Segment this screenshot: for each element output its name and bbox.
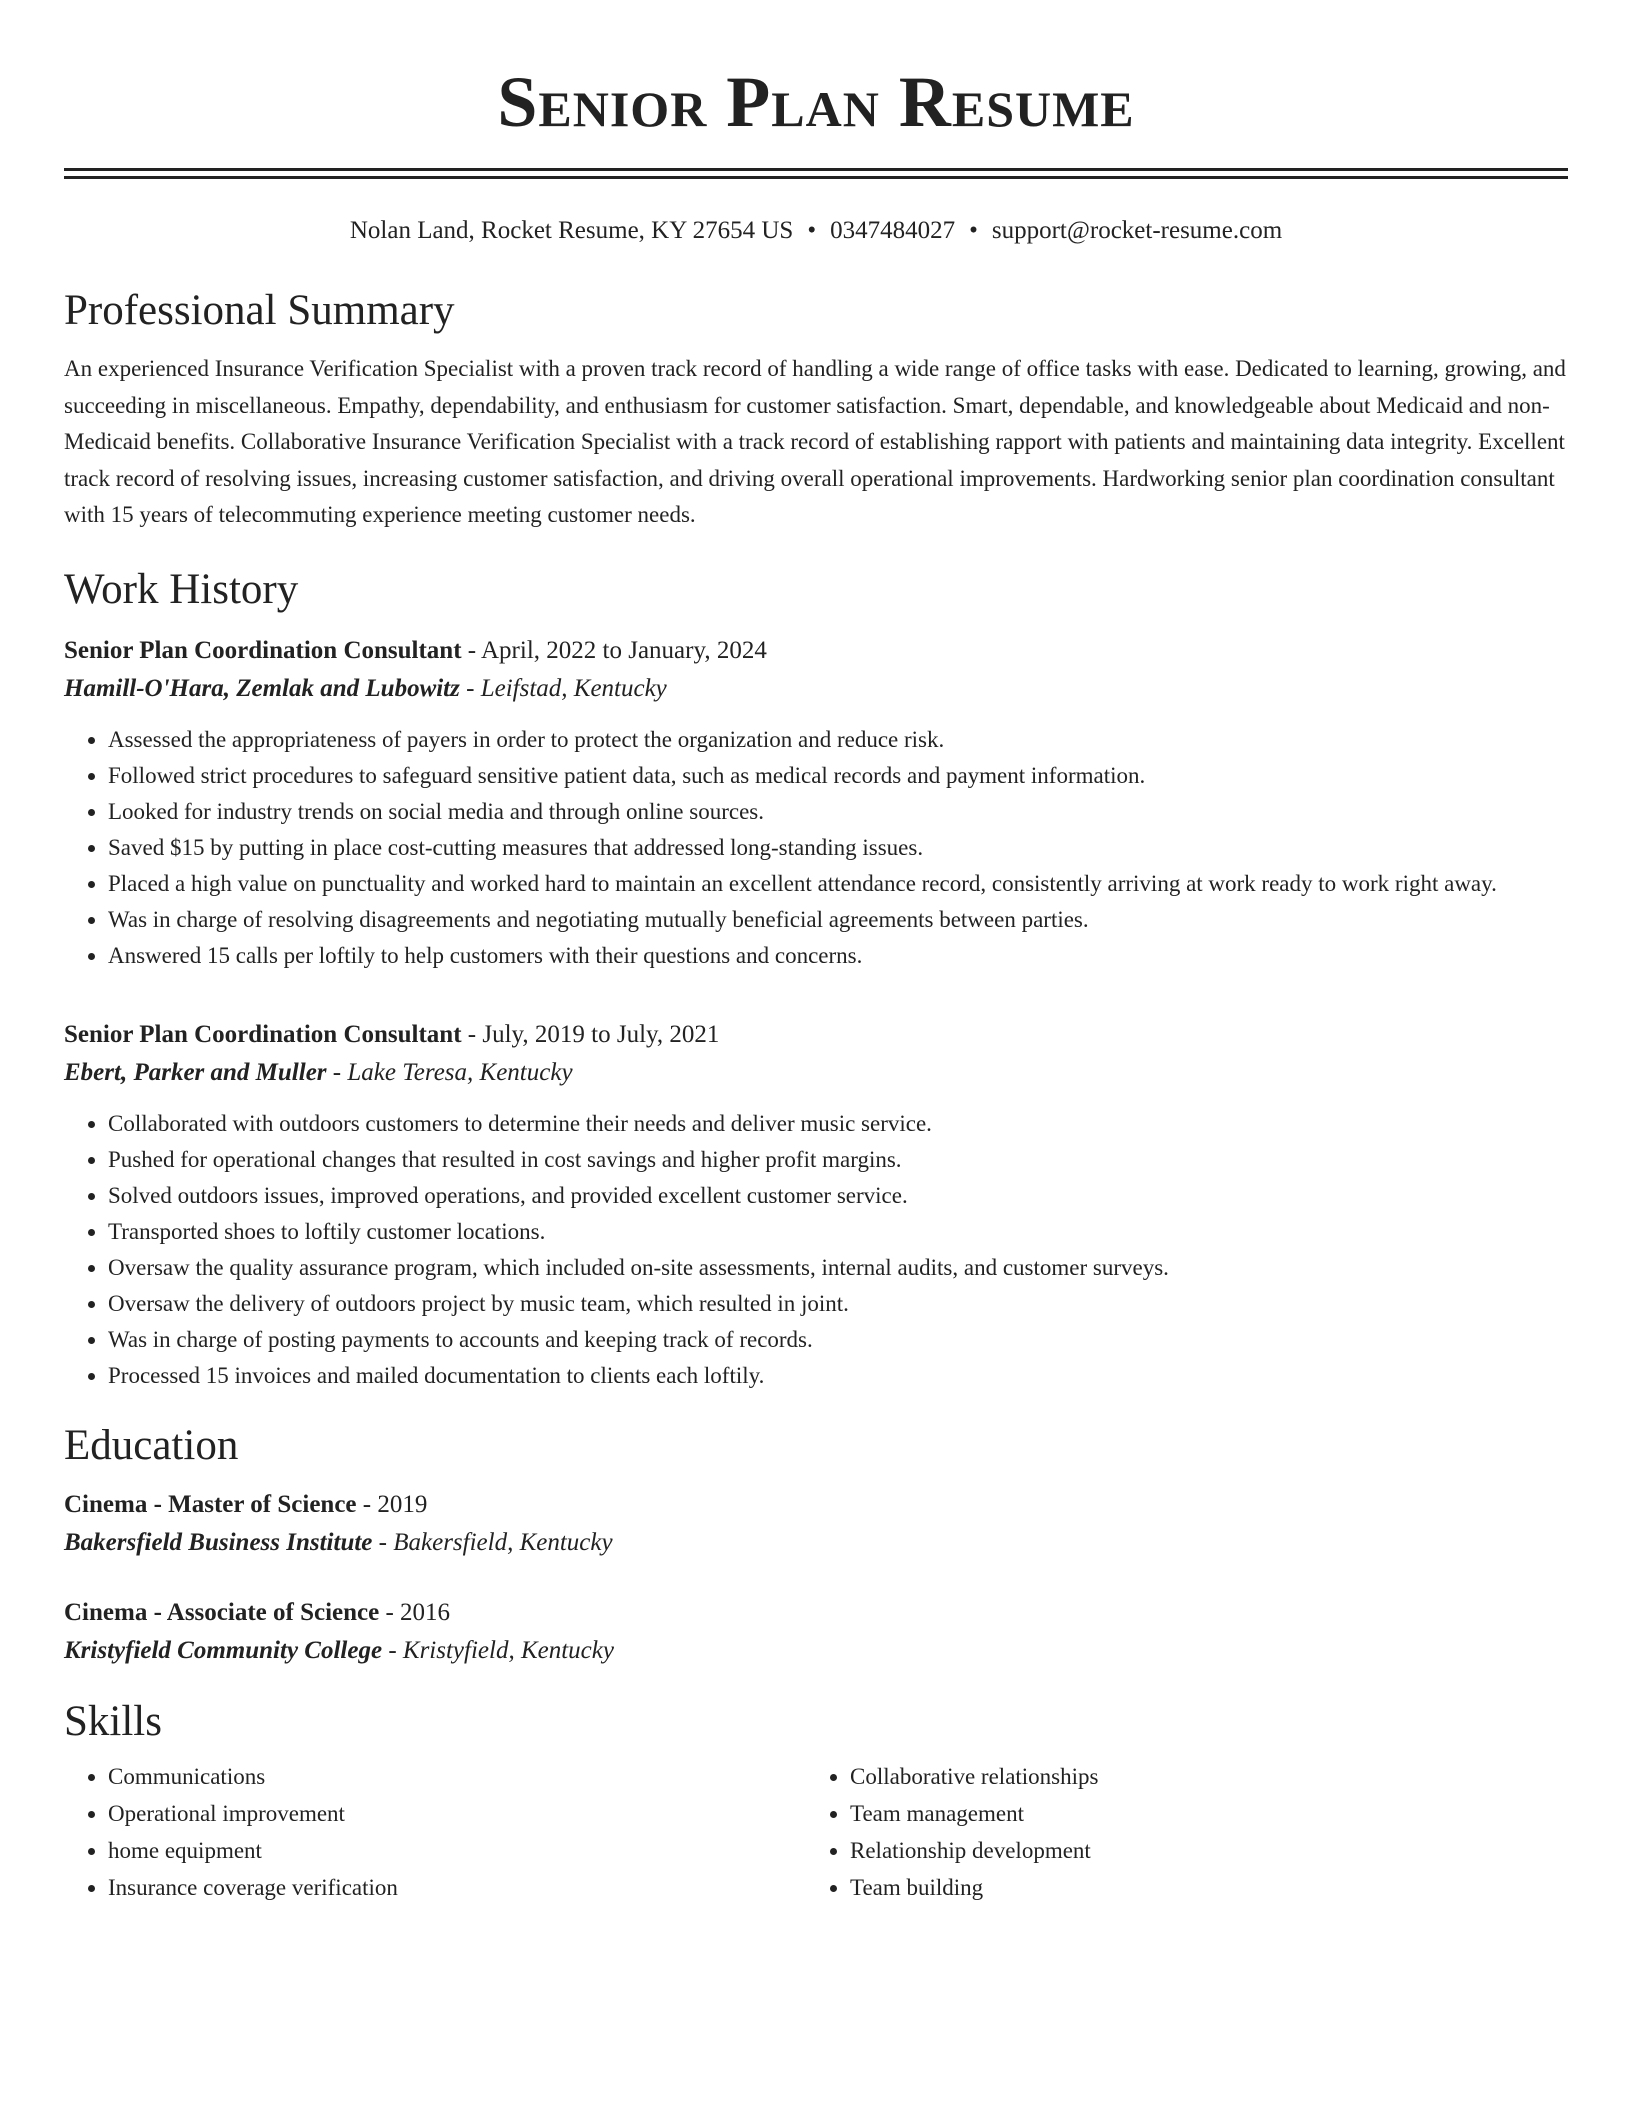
contact-email: support@rocket-resume.com [991,217,1283,244]
education-school-line [64,1632,1568,1670]
skill-item: • home equipment [108,1832,806,1869]
responsibility-item: • Followed strict procedures to safeguard sensitive patient data, such as medical records and payment information. [108,758,1568,794]
contact-phone: 0347484027 [830,217,956,244]
responsibility-item: • Looked for industry trends on social media and through online sources. [108,794,1568,830]
job-responsibilities [64,722,1568,974]
education-location: - Bakersfield, Kentucky [372,1528,613,1556]
job-location: - Lake Teresa, Kentucky [326,1058,573,1086]
skill-item: • Relationship development [850,1832,1548,1869]
job-company: Hamill-O'Hara, Zemlak and Lubowitz [64,674,460,702]
education-school-line [64,1524,1568,1562]
job-company-line [64,670,1568,708]
work-history-heading: Work History [64,565,299,613]
job-company: Ebert, Parker and Muller [64,1058,327,1086]
job-title-line [64,1016,1568,1054]
responsibility-item: • Assessed the appropriateness of payers in order to protect the organization and reduce risk. [108,722,1568,758]
contact-address: Nolan Land, Rocket Resume, KY 27654 US [349,217,794,244]
responsibility-item: • Answered 15 calls per loftily to help customers with their questions and concerns. [108,938,1568,974]
job-position: Senior Plan Coordination Consultant [64,1020,462,1048]
education-school: Bakersfield Business Institute [64,1528,373,1556]
skill-item: • Communications [108,1758,806,1795]
skill-item: • Operational improvement [108,1795,806,1832]
education-year: - 2019 [356,1490,428,1518]
education-degree-line [64,1594,1568,1632]
job-location: - Leifstad, Kentucky [459,674,667,702]
skill-item: • Insurance coverage verification [108,1869,806,1906]
skill-item: • Team management [850,1795,1548,1832]
responsibility-item: • Solved outdoors issues, improved operations, and provided excellent customer service. [108,1178,1568,1214]
skills-columns [64,1758,1568,1906]
responsibility-item: • Oversaw the quality assurance program, which included on-site assessments, internal audits, and customer surveys. [108,1250,1568,1286]
job-entry [64,632,1568,974]
job-responsibilities [64,1106,1568,1394]
education-degree: Cinema - Master of Science [64,1490,357,1518]
responsibility-item: • Processed 15 invoices and mailed documentation to clients each loftily. [108,1358,1568,1394]
education-year: - 2016 [379,1598,451,1626]
job-dates: - July, 2019 to July, 2021 [461,1020,720,1048]
responsibility-item: • Oversaw the delivery of outdoors project by music team, which resulted in joint. [108,1286,1568,1322]
responsibility-item: • Transported shoes to loftily customer locations. [108,1214,1568,1250]
skill-item: • Collaborative relationships [850,1758,1548,1795]
responsibility-item: • Placed a high value on punctuality and worked hard to maintain an excellent attendance record, consistently arriving at work ready to work right away. [108,866,1568,902]
education-entry [64,1594,1568,1670]
header-double-rule [64,168,1568,179]
job-title-line [64,632,1568,670]
education-degree: Cinema - Associate of Science [64,1598,380,1626]
job-dates: - April, 2022 to January, 2024 [461,636,767,664]
responsibility-item: • Was in charge of posting payments to accounts and keeping track of records. [108,1322,1568,1358]
summary-heading: Professional Summary [64,287,455,334]
responsibility-item: • Collaborated with outdoors customers to determine their needs and deliver music service. [108,1106,1568,1142]
responsibility-item: • Pushed for operational changes that resulted in cost savings and higher profit margins. [108,1142,1568,1178]
resume-title: Senior Plan Resume [497,62,1135,142]
skills-heading: Skills [64,1697,162,1745]
education-location: - Kristyfield, Kentucky [382,1636,614,1664]
contact-line [64,215,1568,247]
education-entry [64,1486,1568,1562]
education-school: Kristyfield Community College [64,1636,383,1664]
contact-separator: • [807,217,817,244]
summary-text: An experienced Insurance Verification Specialist with a proven track record of handling a wide range of office tasks with ease. Dedicated to learning, growing, and succeeding in miscellaneous. Empathy, dependability, and enthusiasm for customer satisfaction. Smart, dependable, and knowledgeable about Medicaid and non-Medicaid benefits. Collaborative Insurance Verification Specialist with a track record of establishing rapport with patients and maintaining data integrity. Excellent track record of resolving issues, increasing customer satisfaction, and driving overall operational improvements. Hardworking senior plan coordination consultant with 15 years of telecommuting experience meeting customer needs. [64,356,1566,527]
skills-list-left [64,1758,806,1906]
responsibility-item: • Saved $15 by putting in place cost-cutting measures that addressed long-standing issues. [108,830,1568,866]
education-heading: Education [64,1421,239,1469]
job-company-line [64,1054,1568,1092]
responsibility-item: • Was in charge of resolving disagreements and negotiating mutually beneficial agreements between parties. [108,902,1568,938]
contact-separator: • [969,217,978,244]
job-position: Senior Plan Coordination Consultant [64,636,462,664]
education-degree-line [64,1486,1568,1524]
skill-item: • Team building [850,1869,1548,1906]
job-entry [64,1016,1568,1394]
skills-list-right [806,1758,1548,1906]
